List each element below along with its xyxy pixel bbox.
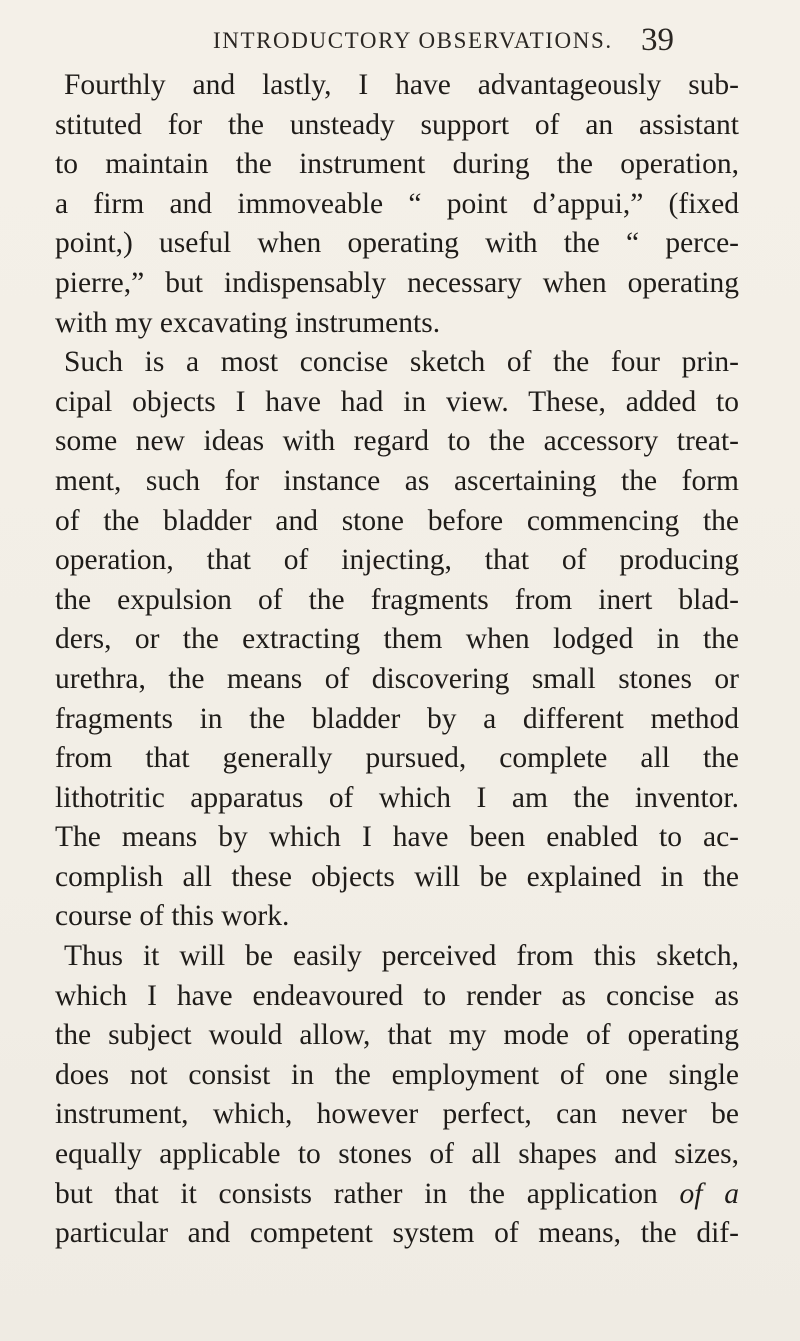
text-line: some new ideas with regard to the accessory treat- [55,425,739,458]
text-line: which I have endeavoured to render as concise as [55,979,739,1012]
italic-text-run: of a [679,1177,739,1210]
text-line: the subject would allow, that my mode of operating [55,1019,739,1052]
text-line: with my excavating instruments. [55,306,441,339]
text-line: Such is a most concise sketch of the four prin- [64,346,739,379]
text-line: equally applicable to stones of all shapes and sizes, [55,1138,739,1171]
body-text [55,66,739,1254]
text-line: a firm and immoveable “ point d’appui,” (fixed [55,187,739,220]
running-title: INTRODUCTORY OBSERVATIONS. [213,28,613,53]
text-line: cipal objects I have had in view. These, added to [55,385,739,418]
text-line: urethra, the means of discovering small stones or [55,662,739,695]
text-line: point,) useful when operating with the “ perce- [55,227,739,260]
text-line: to maintain the instrument during the operation, [55,148,739,181]
text-line: operation, that of injecting, that of producing [55,544,739,577]
text-line: lithotritic apparatus of which I am the inventor. [55,781,739,814]
text-line: complish all these objects will be explained in the [55,860,739,893]
text-line: Fourthly and lastly, I have advantageously sub- [64,69,739,101]
text-line: Thus it will be easily perceived from this sketch, [64,940,739,973]
page-number: 39 [641,22,674,58]
text-line: pierre,” but indispensably necessary when operating [55,266,739,299]
text-line: of the bladder and stone before commencing the [55,504,739,537]
italic-text-line: particular and competent system of means, the dif- [55,1217,739,1250]
text-line: fragments in the bladder by a different method [55,702,739,735]
text-line: course of this work. [55,900,290,933]
text-line: ment, such for instance as ascertaining the form [55,464,739,497]
text-run: but that it consists rather in the application [55,1177,658,1210]
text-line [55,1175,739,1215]
running-header [0,22,800,62]
text-line: instrument, which, however perfect, can never be [55,1098,739,1131]
text-line: The means by which I have been enabled to ac- [55,821,739,854]
text-line: the expulsion of the fragments from inert blad- [55,583,739,616]
text-line: ders, or the extracting them when lodged in the [55,623,739,656]
text-line: from that generally pursued, complete all the [55,742,739,775]
text-line: stituted for the unsteady support of an assistant [55,108,739,141]
text-line: does not consist in the employment of one single [55,1058,739,1091]
